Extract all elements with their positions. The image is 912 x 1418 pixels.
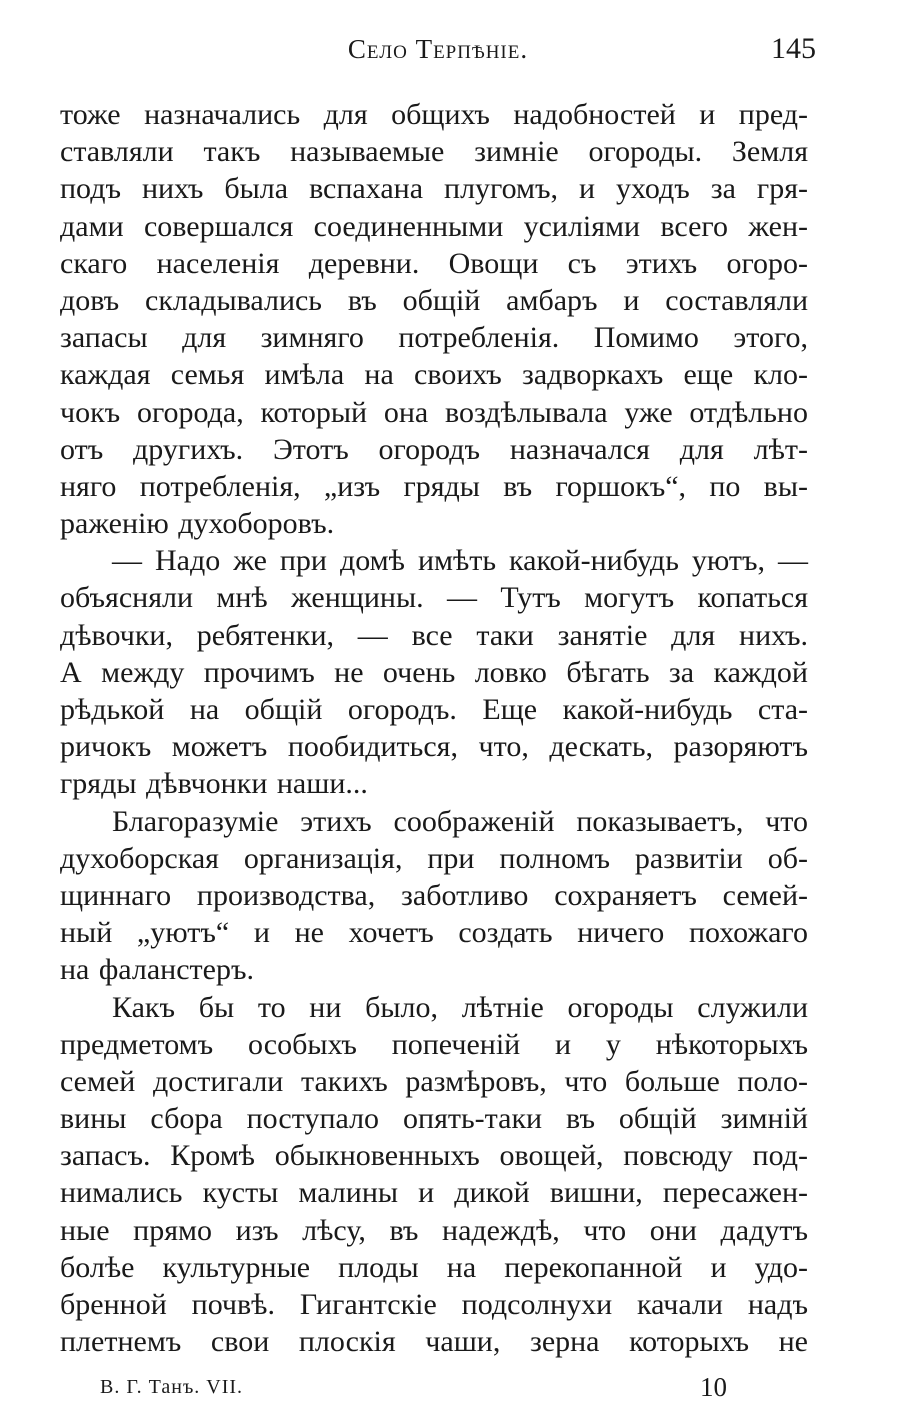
text-line: чокъ огорода, который она воздѣлывала уже отдѣльно (60, 395, 808, 429)
text-line: предметомъ особыхъ попеченій и у нѣкоторыхъ (60, 1027, 808, 1061)
text-line: ставляли такъ называемые зимніе огороды. Земля (60, 135, 808, 169)
text-line: ричокъ можетъ пообидиться, что, дескать, разоряютъ (60, 730, 808, 764)
text-line: плетнемъ свои плоскія чаши, зерна которыхъ не (60, 1325, 808, 1359)
text-line: духоборская организація, при полномъ развитіи об- (60, 841, 808, 875)
text-line: запасы для зимняго потребленія. Помимо этого, (60, 321, 808, 355)
page-header (60, 28, 816, 68)
text-line: ные прямо изъ лѣсу, въ надеждѣ, что они дадутъ (60, 1213, 808, 1247)
text-line: дами совершался соединенными усиліями всего жен- (60, 209, 808, 243)
text-line: довъ складывались въ общій амбаръ и составляли (60, 283, 808, 317)
running-title: Село Терпѣніе. (347, 34, 529, 64)
text-line: семей достигали такихъ размѣровъ, что больше поло- (60, 1064, 808, 1098)
page-number: 145 (771, 32, 816, 65)
text-line: запасъ. Кромѣ обыкновенныхъ овощей, повсюду под- (60, 1139, 808, 1173)
text-line: каждая семья имѣла на своихъ задворкахъ еще кло- (60, 358, 808, 392)
text-line: на фаланстеръ. (60, 953, 254, 987)
signature-number: 10 (700, 1372, 727, 1402)
text-line: А между прочимъ не очень ловко бѣгать за каждой (60, 655, 808, 689)
text-line: скаго населенія деревни. Овощи съ этихъ огоро- (60, 246, 808, 280)
text-line: объясняли мнѣ женщины. — Тутъ могутъ копаться (60, 581, 808, 615)
text-line: Благоразуміе этихъ соображеній показываетъ, что (112, 804, 808, 838)
text-line: бренной почвѣ. Гигантскіе подсолнухи качали надъ (60, 1288, 808, 1321)
text-line: Какъ бы то ни было, лѣтніе огороды служили (112, 990, 808, 1024)
signature-mark: В. Г. Танъ. VII. (100, 1376, 244, 1398)
text-line: вины сбора поступало опять-таки въ общій зимній (60, 1102, 808, 1136)
text-line: гряды дѣвчонки наши... (60, 767, 368, 801)
text-line: болѣе культурные плоды на перекопанной и удо- (60, 1250, 808, 1284)
text-line: рѣдькой на общій огородъ. Еще какой-нибудь ста- (60, 693, 808, 726)
body-text (60, 96, 808, 1360)
text-line: ный „уютъ“ и не хочетъ создать ничего похожаго (60, 916, 808, 950)
text-line: нимались кусты малины и дикой вишни, пересажен- (60, 1176, 808, 1210)
text-line: дѣвочки, ребятенки, — все таки занятіе для нихъ. (60, 618, 808, 652)
text-line: подъ нихъ была вспахана плугомъ, и уходъ за гря- (60, 172, 808, 206)
text-line: — Надо же при домѣ имѣть какой-нибудь уютъ, — (112, 544, 808, 578)
text-line: няго потребленія, „изъ гряды въ горшокъ“, по вы- (60, 469, 808, 503)
text-line: щиннаго производства, заботливо сохраняетъ семей- (60, 878, 808, 912)
text-line: отъ другихъ. Этотъ огородъ назначался для лѣт- (60, 432, 808, 466)
text-line: раженію духоборовъ. (60, 507, 335, 541)
text-line: тоже назначались для общихъ надобностей и пред- (60, 98, 808, 131)
page-footer (60, 1372, 816, 1406)
